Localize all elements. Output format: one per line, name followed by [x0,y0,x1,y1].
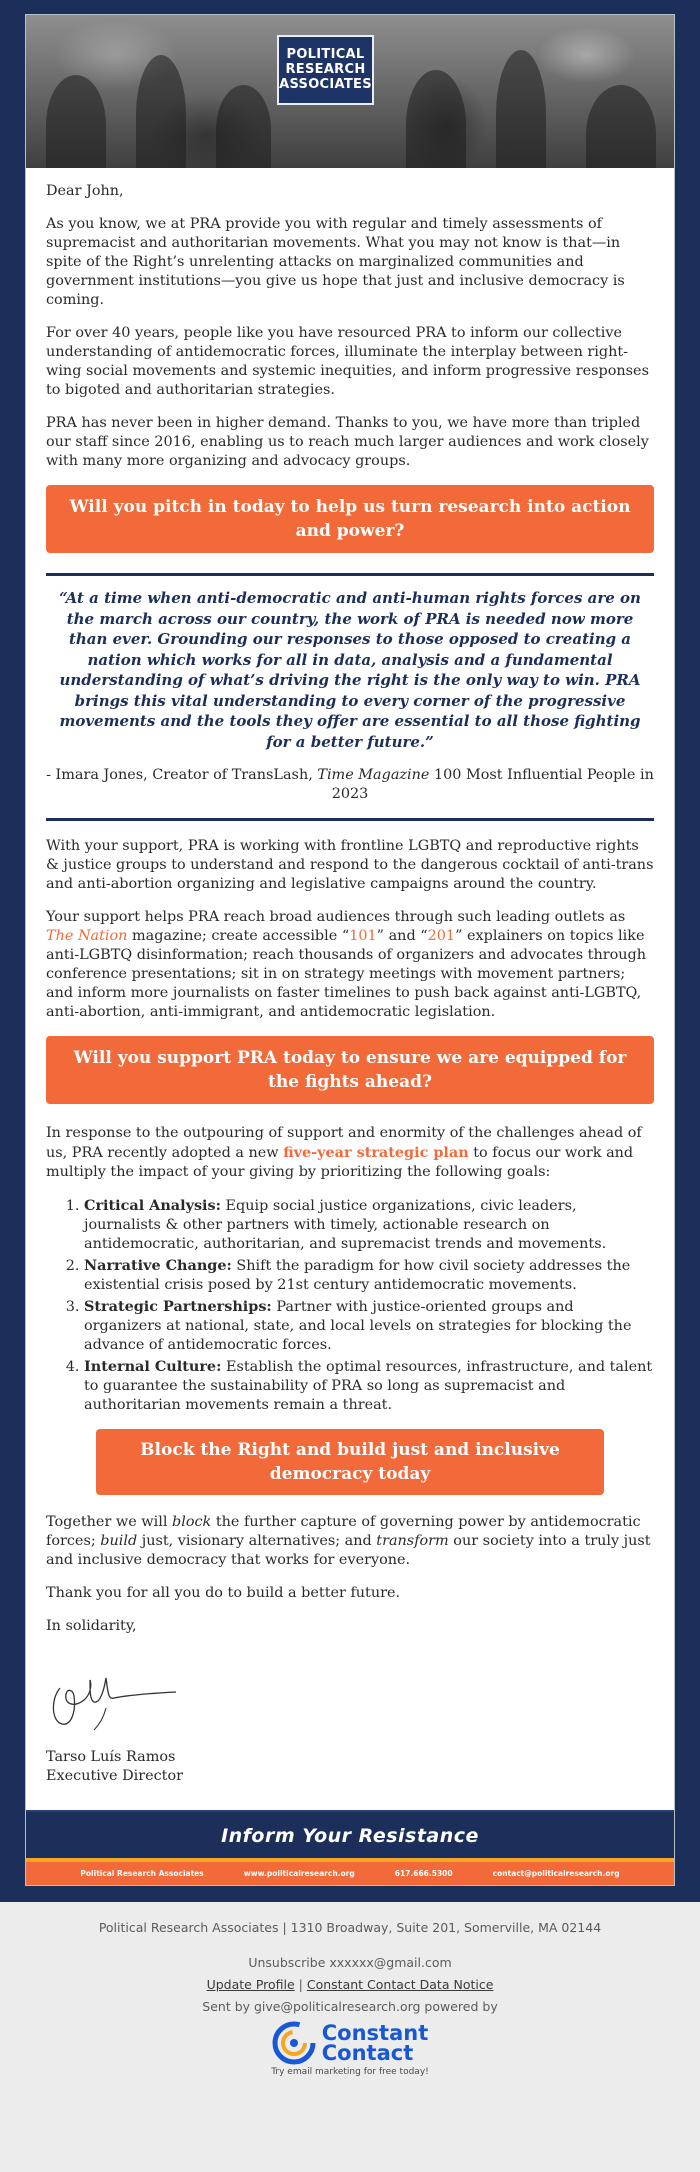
email-card [25,14,675,1886]
donate-button-3[interactable]: Block the Right and build just and inclusive democracy today [96,1429,604,1495]
greeting: Dear John, [46,183,124,199]
paragraph-9: In solidarity, [46,1618,137,1634]
paragraph-7 [46,1513,654,1570]
p6-text-a: In response to the outpouring of support and enormity of the challenges ahead of us, PRA recently adopted a new [46,1125,642,1161]
constant-contact-tagline[interactable]: Try email marketing for free today! [271,2067,429,2077]
mailing-address: Political Research Associates | 1310 Broadway, Suite 201, Somerville, MA 02144 [98,1920,602,1935]
signature-scribble-icon [46,1650,226,1740]
tagline: Inform Your Resistance [221,1825,479,1847]
p5-text-d: ” explainers on topics like anti-LGBTQ disinformation; reach thousands of organizers and advocates through conference presentations; sit in on strategy meetings with movement partners; and inform more journalists on faster timelines to push back against anti-LGBTQ, anti-abortion, anti-immigrant, and antidemocratic legislation. [46,928,647,1020]
quote-attribution [46,766,654,804]
attribution-suffix: 100 Most Influential People in 2023 [331,767,654,802]
goal-item [84,1256,654,1295]
link-separator: | [294,1977,307,1992]
goal-text: Partner with justice-oriented groups and organizers at national, state, and local levels on strategies for blocking the advance of antidemocratic forces. [84,1299,632,1353]
testimonial-quote: “At a time when anti-democratic and anti-human rights forces are on the march across our country, the work of PRA is needed now more than ever. Grounding our responses to those opposed to creating a nation which works for all in data, analysis and a fundamental understanding of what’s driving the right is the only way to win. PRA brings this vital understanding to every corner of the progressive movements and the tools they offer are essential to all those fighting for a better future.” [59,589,641,751]
p7-transform: transform [376,1533,449,1549]
p5-text-c: ” and “ [376,928,428,944]
the-nation-link[interactable]: The Nation [46,928,128,944]
logo-line-3: ASSOCIATES [279,77,372,92]
cc-word-1: Constant [321,2021,429,2045]
constant-contact-logo[interactable] [0,2021,700,2065]
goal-text: Establish the optimal resources, infrastructure, and talent to guarantee the sustainability of PRA so long as supremacist and authoritarian movements remain a threat. [84,1359,653,1413]
footer-org: Political Research Associates [80,1869,204,1878]
paragraph-8: Thank you for all you do to build a better future. [46,1585,401,1601]
donate-button-2[interactable]: Will you support PRA today to ensure we are equipped for the fights ahead? [46,1036,654,1104]
p6-text-b: to focus our work and multiply the impact of your giving by prioritizing the following goals: [46,1145,634,1180]
p7-build: build [100,1533,138,1549]
p5-text-b: magazine; create accessible “ [127,928,350,944]
hero-image [26,15,674,168]
goal-text: Shift the paradigm for how civil society addresses the existential crisis posed by 21st century antidemocratic movements. [84,1258,631,1293]
p7-text-d: our society into a truly just and inclusive democracy that works for everyone. [46,1533,651,1568]
paragraph-1: As you know, we at PRA provide you with regular and timely assessments of supremacist and authoritarian movements. What you may not know is that—in spite of the Right’s unrelenting attacks on marginalized communities and government institutions—you give us hope that just and inclusive democracy is coming. [46,216,625,308]
goal-title: Internal Culture: [84,1358,222,1375]
logo-line-2: RESEARCH [285,62,366,77]
p7-block: block [172,1514,212,1530]
explainer-201-link[interactable]: 201 [427,928,456,944]
divider-bottom [46,818,654,821]
tagline-banner [26,1810,674,1858]
explainer-101-link[interactable]: 101 [349,928,377,944]
signer-title: Executive Director [46,1768,183,1784]
paragraph-4: With your support, PRA is working with frontline LGBTQ and reproductive rights & justice groups to understand and respond to the dangerous cocktail of anti-trans and anti-abortion organizing and legislative campaigns around the country. [46,838,654,892]
footer-email-link[interactable]: contact@politicalresearch.org [492,1869,620,1878]
sent-by: Sent by give@politicalresearch.org powered by [202,1999,498,2014]
data-notice-link[interactable]: Constant Contact Data Notice [306,1977,494,1992]
constant-contact-icon [272,2021,316,2065]
signer-name: Tarso Luís Ramos [46,1749,176,1765]
contact-strip [26,1858,674,1885]
goal-title: Strategic Partnerships: [84,1298,272,1315]
paragraph-6 [46,1124,654,1182]
letter-body [26,168,674,1810]
attribution-prefix: - Imara Jones, Creator of TransLash, [46,767,318,783]
signature-image [46,1650,654,1740]
divider-top [46,573,654,576]
strategic-plan-link[interactable]: five-year strategic plan [283,1144,469,1161]
p5-text-a: Your support helps PRA reach broad audiences through such leading outlets as [46,909,626,925]
paragraph-2: For over 40 years, people like you have resourced PRA to inform our collective understanding of antidemocratic forces, illuminate the interplay between right-wing social movements and systemic inequities, and inform progressive responses to bigoted and authoritarian strategies. [46,325,649,398]
cc-word-2: Contact [321,2041,414,2065]
logo-line-1: POLITICAL [286,47,365,62]
footer-phone[interactable]: 617.666.5300 [394,1869,453,1878]
goal-item [84,1196,654,1254]
attribution-magazine: Time Magazine [317,767,430,783]
goal-item [84,1297,654,1355]
p7-text-c: just, visionary alternatives; and [137,1533,377,1549]
donate-button-1[interactable]: Will you pitch in today to help us turn research into action and power? [46,485,654,553]
profile-links [0,1977,700,1992]
footer-website-link[interactable]: www.politicalresearch.org [243,1869,355,1878]
goals-list [46,1196,654,1415]
paragraph-5 [46,908,654,1022]
update-profile-link[interactable]: Update Profile [206,1977,295,1992]
goal-item [84,1357,654,1415]
pra-logo[interactable] [277,35,374,105]
constant-contact-wordmark [322,2023,429,2063]
email-footer [0,1902,700,2087]
p7-text-b: the further capture of governing power by antidemocratic forces; [46,1514,641,1549]
paragraph-3: PRA has never been in higher demand. Thanks to you, we have more than tripled our staff since 2016, enabling us to reach much larger audiences and work closely with many more organizing and advocacy groups. [46,415,649,469]
p7-text-a: Together we will [46,1514,173,1530]
goal-text: Equip social justice organizations, civic leaders, journalists & other partners with timely, actionable research on antidemocratic, authoritarian, and supremacist trends and movements. [84,1198,607,1252]
goal-title: Narrative Change: [84,1257,232,1274]
unsubscribe-link[interactable]: Unsubscribe xxxxxx@gmail.com [248,1955,452,1970]
goal-title: Critical Analysis: [84,1197,221,1214]
